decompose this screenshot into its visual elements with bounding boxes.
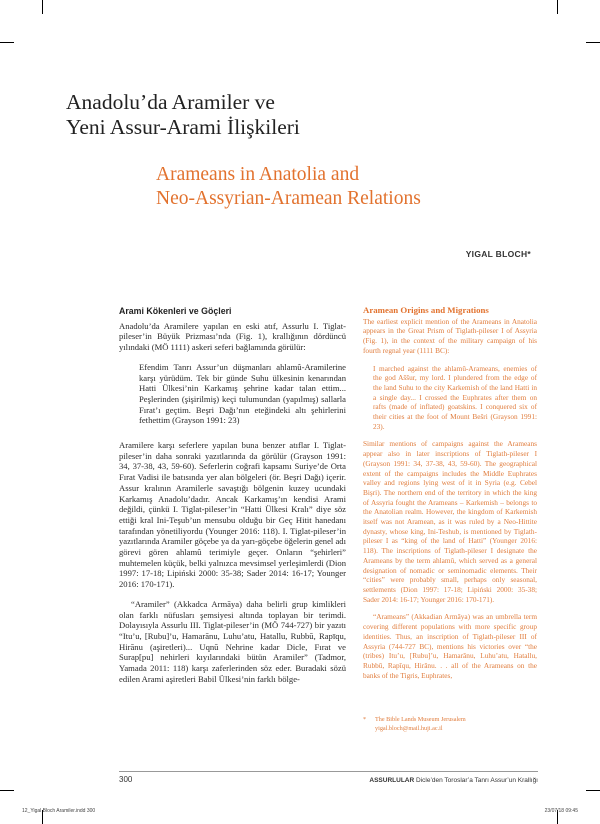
turkish-paragraph: Anadolu’da Aramilere yapılan en eski atıf, Assurlu I. Tiglat-pileser’in Büyük Prizması’nda (Fig. 1), krallığının dördüncü yılındaki (MÖ 1111) askeri seferi bağlamında görülür: — [119, 320, 346, 353]
printer-slug-file: 12_Yigal Bloch Aramiler.indd 300 — [22, 808, 96, 814]
crop-mark — [586, 42, 600, 43]
author-footnote — [363, 716, 537, 733]
turkish-paragraph: Aramilere karşı seferlere yapılan buna benzer atıflar I. Tiglat-pileser’in daha sonraki yazıtlarında da görülür (Grayson 1991: 34, 37-38, 43, 59-60). Seferlerin coğrafi kapsamı Suriye’de Orta Fırat Vadisi ile batısında yer alan bölgeleri (ör. Beşri Dağı) içerir. Assur kralının Aramilerle savaştığı bölgenin kuzey ucundaki Karkamış Anadolu’dadır. Ancak Karkamış’ın kendisi Arami değildi, çünkü I. Tiglat-pileser’in “Hatti Ülkesi Kralı” diye söz ettiği kral Ini-Teşub’un mensubu olduğu bir Geç Hitit hanedanı tarafından yönetiliyordu (Younger 2016: 118). I. Tiglat-pileser’in yazıtlarında Aramiler göçebe ya da yarı-göçebe öğelerin genel adı görevi gören ahlamû terimiyle geçer. Onların “şehirleri” muhtemelen küçük, belki yalnızca mevsimsel yerleşimlerdi (Dion 1997: 17-18; Lipiński 2000: 35-38; Sader 2014: 16-17; Younger 2016: 170-171). — [119, 440, 346, 590]
title-english — [156, 163, 421, 210]
footnote-email: yigal.bloch@mail.huji.ac.il — [375, 724, 443, 732]
english-paragraph: Similar mentions of campaigns against the Arameans appear also in later inscriptions of Tiglath-pileser I (Grayson 1991: 34, 37-38, 43, 59-60). The geographical extent of the campaigns includes the Middle Euphrates valley and regions lying west of it in Syria (e.g. Cebel Bişri). The northern end of the territory in which the king of Assyria fought the Arameans – Karkemish – belongs to the Anatolian realm. However, the kingdom of Karkemish itself was not Aramean, as it was ruled by a Neo-Hittite dynasty, whose king, Ini-Teshub, is mentioned by Tiglath-pileser I as “king of the land of Hatti” (Younger 2016: 118). The inscriptions of Tiglath-pileser I designate the Arameans by the term ahlamû, which served as a general designation of nomadic or seminomadic elements. Their “cities” were probably small, perhaps only seasonal, settlements (Dion 1997: 17-18; Lipiński 2000: 35-38; Sader 2014: 16-17; Younger 2016: 170-171). — [363, 439, 537, 604]
page-number: 300 — [119, 775, 133, 784]
title-english-line1: Arameans in Anatolia and — [156, 164, 360, 185]
english-section-heading: Aramean Origins and Migrations — [363, 305, 489, 315]
crop-mark — [586, 790, 600, 791]
turkish-paragraph: “Aramiler” (Akkadca Armāya) daha belirli grup kimlikleri olan farklı nüfusları şemsiyesi altında toplayan bir terimdi. Dolayısıyla Assurlu III. Tiglat-pileser’in (MÖ 744-727) bir yazıtı “Itu’u, [Rubu]’u, Hamarānu, Luhu’atu, Hatallu, Rubbū, Rapīqu, Hirānu (aşiretleri)... Uqnū Nehrine kadar Dicle, Fırat ve Surap[pu] nehirleri kıyılarındaki bütün Aramiler” (Tadmor, Yamada 2011: 118) karşı zaferlerinden söz eder. Buradaki sözü edilen Arami aşiretleri Babil Ülkesi’nin farklı bölge- — [119, 598, 346, 684]
running-footer-book: ASSURLULAR — [369, 777, 415, 784]
english-blockquote: I marched against the ahlamû-Arameans, enemies of the god Aššur, my lord. I plundered from the edge of the land Suhu to the city Karkemish of the land Hatti in a single day... I crossed the Euphrates after them on rafts (made of inflated) goatskins. I conquered six of their cities at the foot of Mount Bešri (Grayson 1991: 23). — [373, 363, 537, 431]
running-footer-subtitle: Dicle’den Toroslar’a Tanrı Assur’un Krallığı — [414, 777, 538, 784]
printer-slug-date: 23/07/18 09:45 — [544, 808, 578, 814]
crop-mark — [557, 0, 558, 14]
running-footer — [369, 777, 538, 784]
crop-mark — [0, 42, 14, 43]
footnote-marker: * — [363, 716, 367, 723]
turkish-section-heading: Arami Kökenleri ve Göçleri — [119, 306, 232, 316]
turkish-column — [119, 306, 346, 694]
title-english-line2: Neo-Assyrian-Aramean Relations — [156, 187, 421, 209]
footnote-affiliation: The Bible Lands Museum Jerusalem — [375, 716, 466, 723]
english-column — [363, 306, 537, 688]
title-turkish — [66, 90, 300, 140]
turkish-blockquote: Efendim Tanrı Assur’un düşmanları ahlamû-Aramilerine karşı yürüdüm. Tek bir günde Suhu ülkesinin kenarından Hatti Ülkesi’nin Karkamış şehrine kadar talan ettim... Peşlerinden (şişirilmiş) keçi tulumundan (yapılmış) sallarla Fırat’ı geçtim. Beşri Dağı’nın eteğindeki altı şehirlerini fethettim (Grayson 1991: 23) — [139, 361, 346, 426]
footer-rule — [119, 771, 538, 772]
title-turkish-line1: Anadolu’da Aramiler ve — [66, 90, 275, 114]
crop-mark — [0, 790, 14, 791]
author-name: YIGAL BLOCH* — [465, 249, 531, 259]
crop-mark — [42, 0, 43, 14]
title-turkish-line2: Yeni Assur-Arami İlişkileri — [66, 115, 300, 139]
english-paragraph: The earliest explicit mention of the Arameans in Anatolia appears in the Great Prism of Tiglath-pileser I of Assyria (Fig. 1), in the context of the military campaign of his fourth regnal year (1111 BC): — [363, 316, 537, 355]
english-paragraph: “Arameans” (Akkadian Armāya) was an umbrella term covering different populations with more specific group identities. Thus, an inscription of Tiglath-pileser III of Assyria (744-727 BC), mentions his victories over “the (tribes) Itu’u, [Rubu]’u, Hamarānu, Luhu’atu, Hatallu, Rubbū, Rapīqu, Hirānu. . . all of the Arameans on the banks of the Tigris, Euphrates, — [363, 612, 537, 680]
